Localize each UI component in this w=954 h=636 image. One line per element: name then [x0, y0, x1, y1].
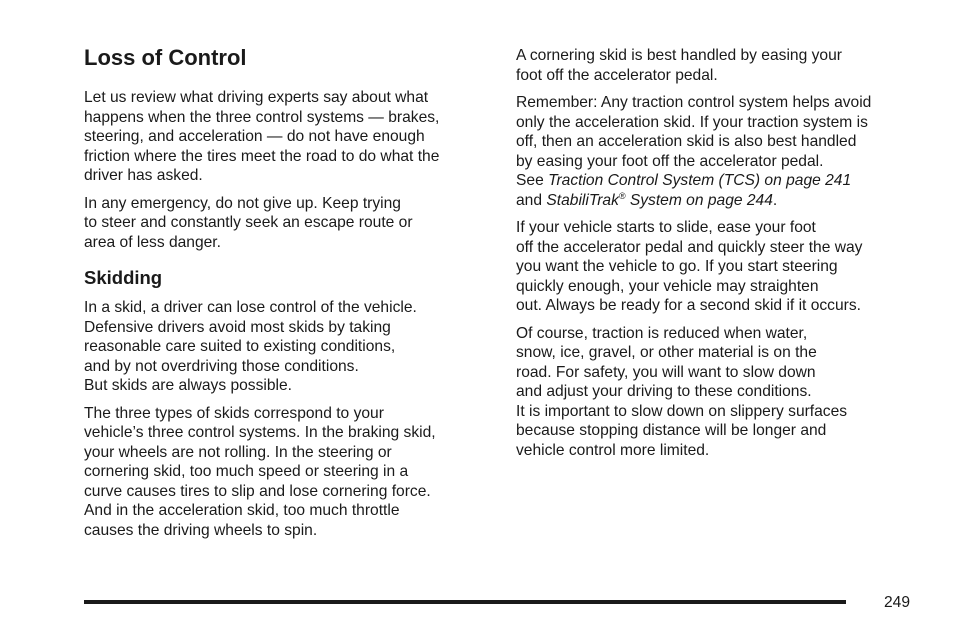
text-line: Remember: Any traction control system helps avoid [516, 94, 872, 111]
text-line: steering, and acceleration — do not have enough [84, 128, 425, 145]
text-line: because stopping distance will be longer and [516, 422, 827, 439]
text-line: and adjust your driving to these conditions. [516, 383, 812, 400]
text-line: vehicle’s three control systems. In the braking skid, [84, 424, 436, 441]
text-line: and by not overdriving those conditions. [84, 357, 359, 375]
text-line: off the accelerator pedal and quickly steer the way [516, 238, 863, 256]
left-column [84, 44, 494, 548]
text-line: foot off the accelerator pedal. [516, 66, 718, 84]
text-line: The three types of skids correspond to your [84, 404, 384, 422]
text-line: to steer and constantly seek an escape route or [84, 214, 413, 231]
registered-mark: ® [618, 190, 626, 201]
paragraph-skid-intro [84, 298, 494, 396]
text-line: Let us review what driving experts say about what [84, 89, 429, 106]
section-title: Loss of Control [84, 45, 247, 70]
paragraph-skid-types [84, 404, 494, 541]
footer-rule [84, 600, 846, 604]
tcs-page-link[interactable]: Traction Control System (TCS) on page 241 [548, 172, 852, 189]
paragraph-emergency [84, 194, 494, 253]
text-line: snow, ice, gravel, or other material is on the [516, 344, 817, 361]
text-line: A cornering skid is best handled by easing your [516, 47, 842, 64]
see-text: See [516, 172, 549, 189]
paragraph-conditions [516, 324, 926, 461]
text-line: curve causes tires to slip and lose cornering force. [84, 482, 431, 500]
text-line: friction where the tires meet the road to do what the [84, 147, 440, 165]
text-line: And in the acceleration skid, too much throttle [84, 502, 400, 519]
text-line: cornering skid, too much speed or steering in a [84, 463, 409, 480]
text-line: off, then an acceleration skid is also best handled [516, 133, 857, 150]
text-line [516, 171, 926, 191]
text-line: But skids are always possible. [84, 377, 293, 394]
and-text: and [516, 191, 547, 209]
text-line [516, 191, 926, 211]
right-column [516, 46, 926, 468]
paragraph-slide [516, 218, 926, 316]
subsection-title: Skidding [84, 267, 163, 288]
text-line: causes the driving wheels to spin. [84, 521, 318, 539]
paragraph-traction [516, 93, 926, 210]
text-line: In any emergency, do not give up. Keep trying [84, 194, 401, 212]
period: . [772, 191, 778, 209]
page-number: 249 [884, 594, 911, 611]
paragraph-cornering [516, 46, 926, 85]
text-line: It is important to slow down on slippery surfaces [516, 402, 848, 420]
text-line: In a skid, a driver can lose control of the vehicle. [84, 299, 417, 316]
text-line: happens when the three control systems — brakes, [84, 108, 440, 126]
text-line: vehicle control more limited. [516, 441, 710, 459]
text-line: Defensive drivers avoid most skids by taking [84, 318, 391, 336]
text-line: only the acceleration skid. If your traction system is [516, 113, 868, 131]
stabilitrak-page-link[interactable] [546, 192, 773, 209]
text-line: quickly enough, your vehicle may straighten [516, 277, 819, 295]
text-line: If your vehicle starts to slide, ease your foot [516, 219, 816, 236]
stabilitrak-ref: System on page 244 [625, 191, 773, 209]
text-line: Of course, traction is reduced when water, [516, 324, 808, 342]
paragraph-intro [84, 88, 494, 186]
text-line: driver has asked. [84, 167, 203, 184]
text-line: your wheels are not rolling. In the steering or [84, 443, 392, 461]
text-line: reasonable care suited to existing conditions, [84, 338, 396, 355]
text-line: by easing your foot off the accelerator pedal. [516, 152, 824, 170]
text-line: out. Always be ready for a second skid if it occurs. [516, 297, 861, 314]
stabilitrak-name: StabiliTrak [546, 191, 619, 209]
text-line: you want the vehicle to go. If you start steering [516, 258, 838, 275]
text-line: road. For safety, you will want to slow down [516, 363, 816, 381]
text-line: area of less danger. [84, 233, 221, 251]
